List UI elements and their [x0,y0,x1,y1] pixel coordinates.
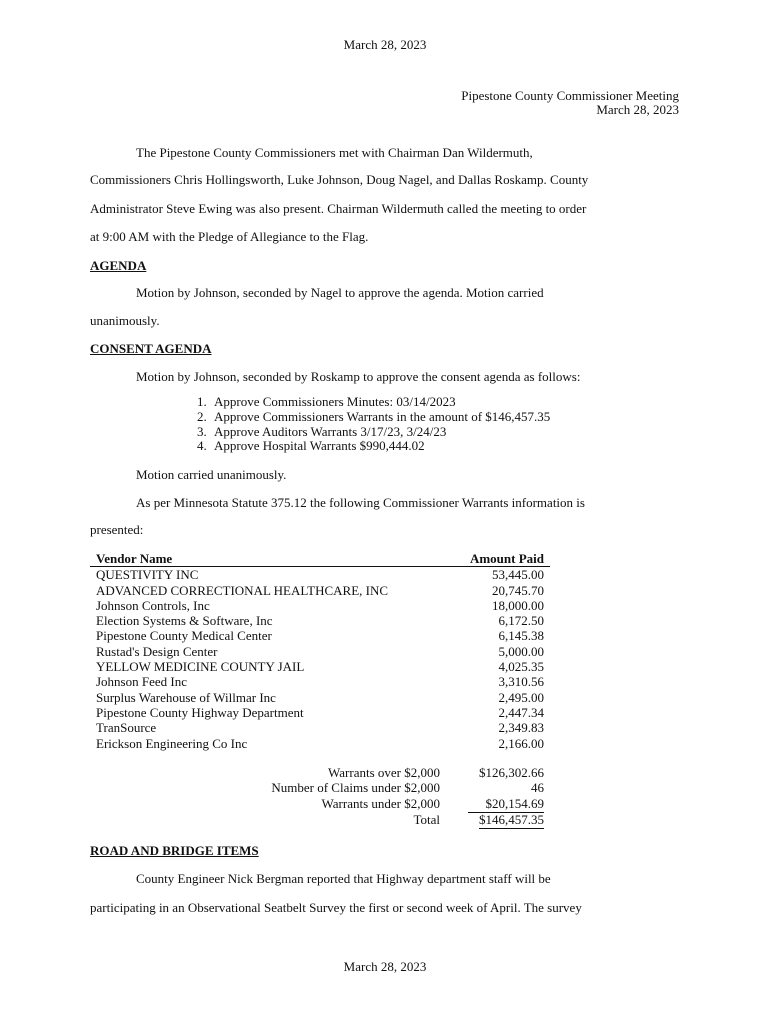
table-row [90,567,550,583]
vendor-cell: Pipestone County Medical Center [96,628,272,644]
amount-cell: 6,145.38 [498,628,544,644]
amount-cell: 3,310.56 [498,674,544,690]
amount-cell: 2,349.83 [498,720,544,736]
summary-row-claims-under-2000 [90,780,550,795]
table-row [90,583,550,598]
table-row [90,598,550,613]
intro-line-2: Commissioners Chris Hollingsworth, Luke Johnson, Doug Nagel, and Dallas Roskamp. County [90,172,589,187]
amount-cell: 4,025.35 [498,659,544,675]
vendor-cell: Johnson Feed Inc [96,674,187,690]
summary-row-under-2000 [90,796,550,811]
summary-label: Number of Claims under $2,000 [271,780,440,795]
consent-items-list [192,395,550,454]
summary-row-total [90,812,550,827]
vendor-cell: Pipestone County Highway Department [96,704,304,720]
summary-label: Warrants under $2,000 [321,796,440,811]
meeting-date: March 28, 2023 [596,102,679,117]
amount-cell: 53,445.00 [492,567,544,583]
intro-line-1: The Pipestone County Commissioners met with Chairman Dan Wildermuth, [136,145,533,160]
statute-line-2: presented: [90,522,144,537]
amount-cell: 2,447.34 [498,704,544,720]
table-row [90,628,550,643]
consent-motion: Motion by Johnson, seconded by Roskamp to approve the consent agenda as follows: [136,369,581,384]
consent-agenda-heading: CONSENT AGENDA [90,341,212,356]
agenda-line-2: unanimously. [90,313,160,328]
road-bridge-line-1: County Engineer Nick Bergman reported that Highway department staff will be [136,871,551,886]
agenda-heading: AGENDA [90,258,147,273]
vendor-cell: YELLOW MEDICINE COUNTY JAIL [96,659,305,675]
table-row [90,659,550,674]
vendor-cell: Election Systems & Software, Inc [96,613,273,629]
table-row [90,674,550,689]
intro-line-3: Administrator Steve Ewing was also present. Chairman Wildermuth called the meeting to order [90,201,587,216]
summary-value: 46 [531,780,544,795]
page-header-date: March 28, 2023 [343,37,427,52]
table-row [90,613,550,628]
vendor-name-header: Vendor Name [90,551,449,567]
consent-carried: Motion carried unanimously. [136,467,287,482]
amount-cell: 20,745.70 [492,582,544,598]
amount-paid-header: Amount Paid [449,551,550,567]
road-bridge-heading: ROAD AND BRIDGE ITEMS [90,843,259,858]
statute-line-1: As per Minnesota Statute 375.12 the following Commissioner Warrants information is [136,495,585,510]
amount-cell: 2,166.00 [498,735,544,751]
summary-label: Total [413,812,440,827]
table-row [90,720,550,735]
meeting-title: Pipestone County Commissioner Meeting [461,88,679,103]
vendor-cell: TranSource [96,720,157,736]
intro-line-4: at 9:00 AM with the Pledge of Allegiance to the Flag. [90,229,369,244]
vendor-cell: Erickson Engineering Co Inc [96,735,248,751]
summary-value: $20,154.69 [468,796,545,813]
vendor-cell: Surplus Warehouse of Willmar Inc [96,689,276,705]
vendor-cell: ADVANCED CORRECTIONAL HEALTHCARE, INC [96,582,389,598]
amount-cell: 5,000.00 [498,643,544,659]
vendor-cell: Rustad's Design Center [96,643,218,659]
summary-value: $126,302.66 [479,765,544,780]
page-footer-date: March 28, 2023 [343,959,427,974]
list-item: 4. Approve Hospital Warrants $990,444.02 [210,439,550,454]
summary-row-over-2000 [90,765,550,780]
table-row [90,736,550,751]
list-item: 2. Approve Commissioners Warrants in the amount of $146,457.35 [210,410,550,425]
amount-cell: 18,000.00 [492,597,544,613]
vendor-cell: Johnson Controls, Inc [96,597,210,613]
agenda-line-1: Motion by Johnson, seconded by Nagel to approve the agenda. Motion carried [136,285,544,300]
amount-cell: 6,172.50 [498,613,544,629]
amount-cell: 2,495.00 [498,689,544,705]
table-row [90,644,550,659]
warrants-table [90,551,550,751]
list-item: 3. Approve Auditors Warrants 3/17/23, 3/24/23 [210,425,550,440]
road-bridge-line-2: participating in an Observational Seatbelt Survey the first or second week of April. The survey [90,900,582,915]
table-row [90,705,550,720]
summary-label: Warrants over $2,000 [328,765,440,780]
vendor-cell: QUESTIVITY INC [96,567,199,583]
list-item: 1. Approve Commissioners Minutes: 03/14/2023 [210,395,550,410]
summary-value: $146,457.35 [479,812,544,827]
table-row [90,690,550,705]
table-header-row [90,551,550,567]
